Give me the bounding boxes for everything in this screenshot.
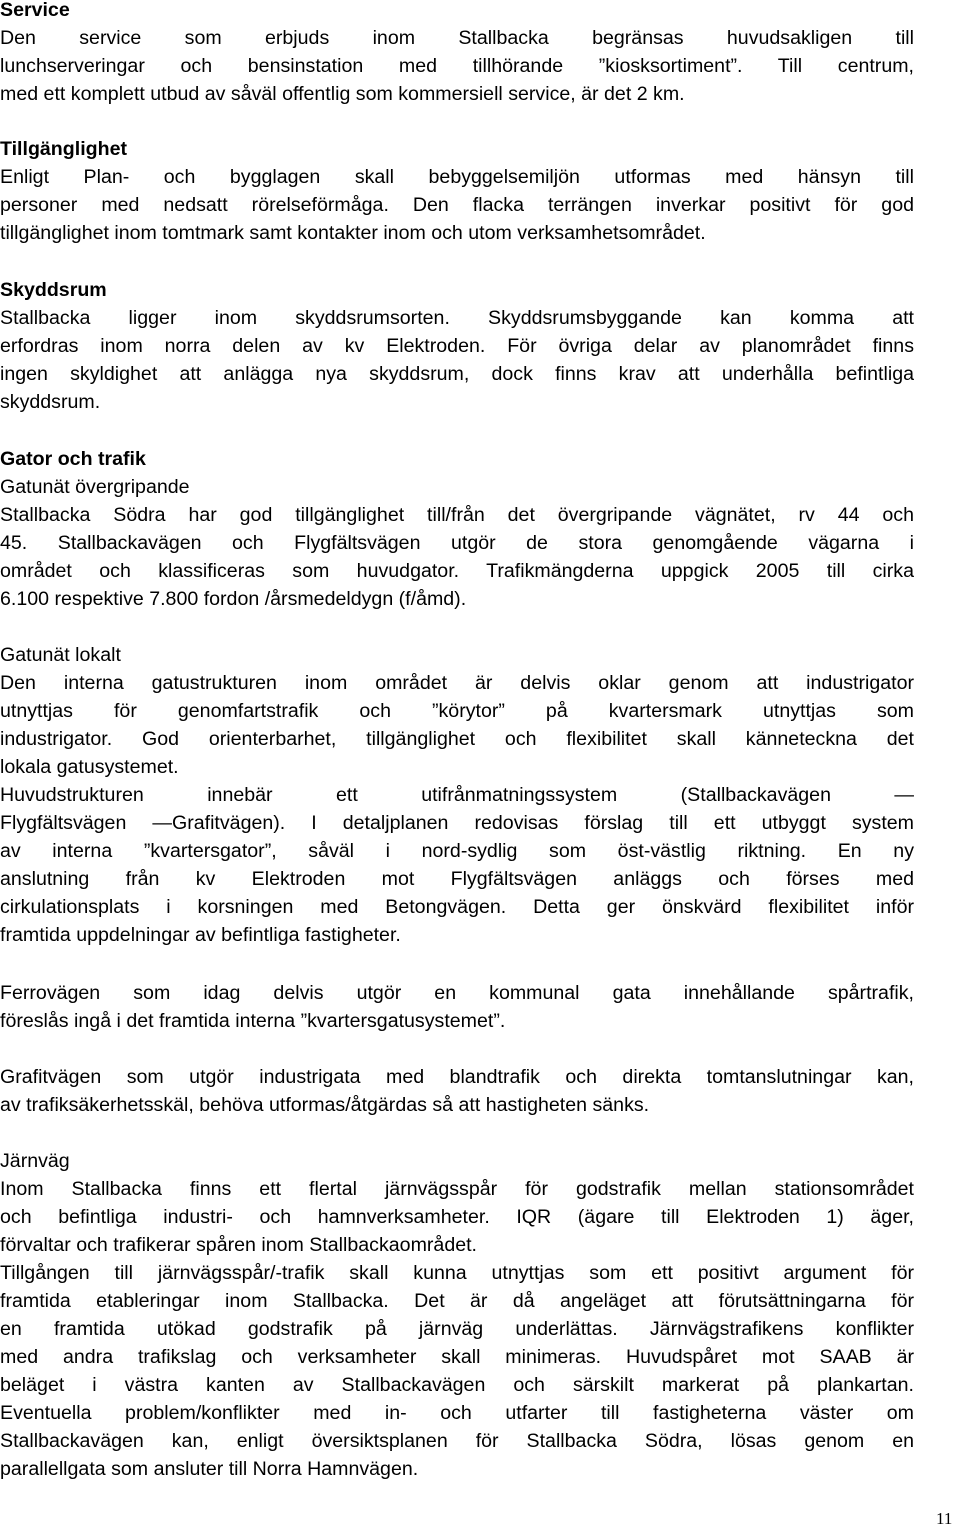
heading-gator-och-trafik: Gator och trafik xyxy=(0,448,146,470)
paragraph-line: parallellgata som ansluter till Norra Hamnvägen. xyxy=(0,1458,419,1480)
paragraph-line: anslutning från kv Elektroden mot Flygfältsvägen anläggs och förses med xyxy=(0,868,914,890)
paragraph-line: framtida etableringar inom Stallbacka. Det är då angeläget att förutsättningarna för xyxy=(0,1290,914,1312)
paragraph-line: skyddsrum. xyxy=(0,391,101,413)
paragraph-line: erfordras inom norra delen av kv Elektroden. För övriga delar av planområdet finns xyxy=(0,335,914,357)
page-number: 11 xyxy=(936,1509,953,1528)
heading-service: Service xyxy=(0,0,70,21)
paragraph-line: personer med nedsatt rörelseförmåga. Den flacka terrängen inverkar positivt för god xyxy=(0,194,914,216)
paragraph-line: Den service som erbjuds inom Stallbacka begränsas huvudsakligen till xyxy=(0,27,914,49)
subheading-gatunat-lokalt: Gatunät lokalt xyxy=(0,644,121,666)
paragraph-line: 6.100 respektive 7.800 fordon /årsmedeldygn (f/åmd). xyxy=(0,588,467,610)
paragraph-line: tillgänglighet inom tomtmark samt kontakter inom och utom verksamhetsområdet. xyxy=(0,222,706,244)
heading-skyddsrum: Skyddsrum xyxy=(0,279,107,301)
heading-tillganglighet: Tillgänglighet xyxy=(0,138,127,160)
paragraph-line: industrigator. God orienterbarhet, tillgänglighet och flexibilitet skall känneteckna det xyxy=(0,728,914,750)
paragraph-line: framtida uppdelningar av befintliga fastigheter. xyxy=(0,924,401,946)
paragraph-line: beläget i västra kanten av Stallbackavägen och särskilt markerat på plankartan. xyxy=(0,1374,914,1396)
paragraph-ferrovagen xyxy=(0,979,914,1035)
paragraph-line: utnyttjas för genomfartstrafik och ”körytor” på kvartersmark utnyttjas som xyxy=(0,700,914,722)
paragraph-line: lokala gatusystemet. xyxy=(0,756,179,778)
section-service xyxy=(0,0,914,108)
paragraph-line: Eventuella problem/konflikter med in- och utfarter till fastigheterna väster om xyxy=(0,1402,914,1424)
paragraph-line: av trafiksäkerhetsskäl, behöva utformas/åtgärdas så att hastigheten sänks. xyxy=(0,1094,650,1116)
paragraph-line: Stallbackavägen kan, enligt översiktsplanen för Stallbacka Södra, lösas genom en xyxy=(0,1430,914,1452)
paragraph-line: Ferrovägen som idag delvis utgör en kommunal gata innehållande spårtrafik, xyxy=(0,982,914,1004)
paragraph-grafitvagen xyxy=(0,1063,914,1119)
paragraph-line: lunchserveringar och bensinstation med tillhörande ”kiosksortiment”. Till centrum, xyxy=(0,55,914,77)
subheading-jarnvag: Järnväg xyxy=(0,1150,70,1172)
paragraph-line: Stallbacka Södra har god tillgänglighet till/från det övergripande vägnätet, rv 44 och xyxy=(0,504,914,526)
section-tillganglighet xyxy=(0,135,914,247)
paragraph-line: Grafitvägen som utgör industrigata med blandtrafik och direkta tomtanslutningar kan, xyxy=(0,1066,914,1088)
paragraph-line: och befintliga industri- och hamnverksamheter. IQR (ägare till Elektroden 1) äger, xyxy=(0,1206,914,1228)
paragraph-line: med andra trafikslag och verksamheter skall minimeras. Huvudspåret mot SAAB är xyxy=(0,1346,914,1368)
subheading-gatunat-overgripande: Gatunät övergripande xyxy=(0,476,190,498)
paragraph-line: med ett komplett utbud av såväl offentlig som kommersiell service, är det 2 km. xyxy=(0,83,685,105)
paragraph-line: Stallbacka ligger inom skyddsrumsorten. Skyddsrumsbyggande kan komma att xyxy=(0,307,914,329)
paragraph-line: Flygfältsvägen —Grafitvägen). I detaljplanen redovisas förslag till ett utbyggt system xyxy=(0,812,914,834)
paragraph-line: Inom Stallbacka finns ett flertal järnvägsspår för godstrafik mellan stationsområdet xyxy=(0,1178,914,1200)
paragraph-line: ingen skyldighet att anlägga nya skyddsrum, dock finns krav att underhålla befintliga xyxy=(0,363,914,385)
section-skyddsrum xyxy=(0,276,914,416)
paragraph-line: Huvudstrukturen innebär ett utifrånmatningssystem (Stallbackavägen — xyxy=(0,784,914,806)
section-jarnvag xyxy=(0,1147,914,1483)
section-gatunat-lokalt xyxy=(0,641,914,949)
paragraph-line: Enligt Plan- och bygglagen skall bebyggelsemiljön utformas med hänsyn till xyxy=(0,166,914,188)
paragraph-line: cirkulationsplats i korsningen med Betongvägen. Detta ger önskvärd flexibilitet inför xyxy=(0,896,914,918)
paragraph-line: 45. Stallbackavägen och Flygfältsvägen utgör de stora genomgående vägarna i xyxy=(0,532,914,554)
paragraph-line: området och klassificeras som huvudgator. Trafikmängderna uppgick 2005 till cirka xyxy=(0,560,914,582)
paragraph-line: förvaltar och trafikerar spåren inom Stallbackaområdet. xyxy=(0,1234,477,1256)
paragraph-line: Den interna gatustrukturen inom området är delvis oklar genom att industrigator xyxy=(0,672,914,694)
section-gator-och-trafik xyxy=(0,445,914,613)
paragraph-line: av interna ”kvartersgator”, såväl i nord-sydlig som öst-västlig riktning. En ny xyxy=(0,840,914,862)
paragraph-line: föreslås ingå i det framtida interna ”kvartersgatusystemet”. xyxy=(0,1010,506,1032)
paragraph-line: Tillgången till järnvägsspår/-trafik skall kunna utnyttjas som ett positivt argument för xyxy=(0,1262,914,1284)
paragraph-line: en framtida utökad godstrafik på järnväg underlättas. Järnvägstrafikens konflikter xyxy=(0,1318,914,1340)
